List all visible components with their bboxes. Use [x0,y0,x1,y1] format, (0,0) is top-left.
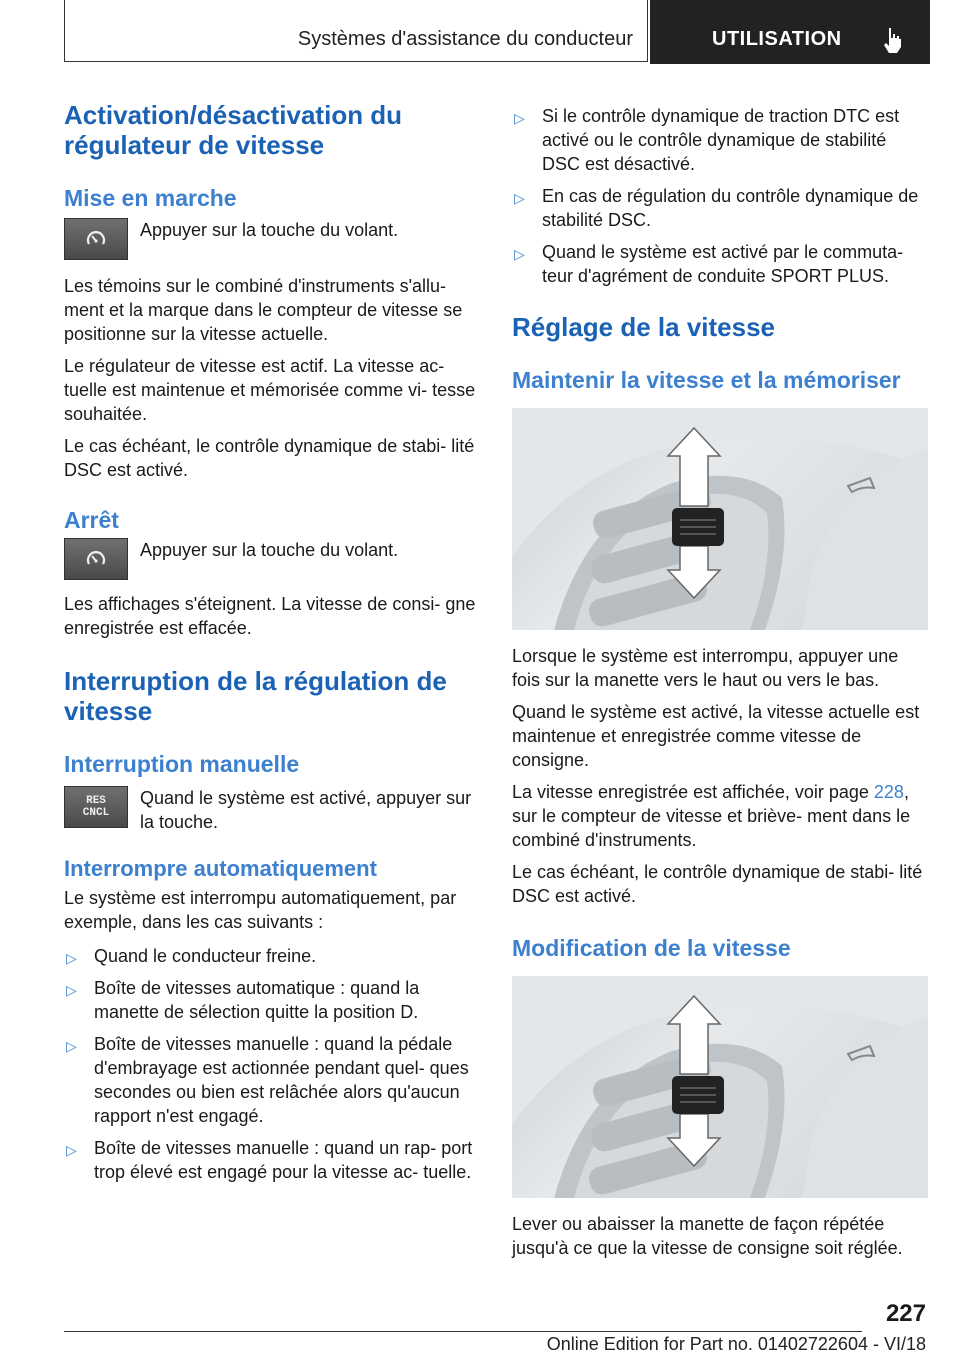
list-item: ▷ En cas de régulation du contrôle dynamique de stabilité DSC. [514,186,919,230]
steering-wheel-photo-1 [512,408,928,630]
triangle-bullet-icon: ▷ [66,1142,77,1158]
triangle-bullet-icon: ▷ [66,950,77,966]
triangle-bullet-icon: ▷ [66,982,77,998]
cruise-control-button-image [64,538,128,580]
heading-reglage: Réglage de la vitesse [512,312,776,342]
mise-paragraph-1: Les témoins sur le combiné d'instruments s'allu- ment et la marque dans le compteur de vitesse se positionne sur la vitesse actuelle. [64,276,463,344]
list-item: ▷ Si le contrôle dynamique de traction DTC est activé ou le contrôle dynamique de stabilité DSC est désactivé. [514,106,900,174]
triangle-bullet-icon: ▷ [66,1038,77,1054]
maintenir-paragraph-2: Quand le système est activé, la vitesse actuelle est maintenue et enregistrée comme vitesse de consigne. [512,702,920,770]
footer-edition: Online Edition for Part no. 01402722604 - VI/18 [546,1334,926,1354]
heading-interruption-manuelle: Interruption manuelle [64,751,300,777]
triangle-bullet-icon: ▷ [514,246,525,262]
footer-divider [64,1331,862,1332]
res-label: RES [86,795,106,807]
steering-wheel-illustration [512,976,928,1198]
mise-paragraph-2: Le régulateur de vitesse est actif. La vitesse ac- tuelle est maintenue et mémorisée comme vi- tesse souhaitée. [64,356,476,424]
heading-arret: Arrêt [64,507,119,533]
heading-maintenir: Maintenir la vitesse et la mémoriser [512,367,901,393]
hand-pointer-icon [880,26,904,54]
chapter-tab [650,0,930,64]
right-column [512,100,928,1260]
triangle-bullet-icon: ▷ [514,190,525,206]
cruise-control-icon [83,228,109,250]
maintenir-paragraph-3: La vitesse enregistrée est affichée, voir page 228, sur le compteur de vitesse et briève- ment dans le combiné d'instruments. [512,782,911,850]
list-item: ▷ Quand le conducteur freine. [64,944,480,968]
cncl-label: CNCL [82,807,110,819]
page-header [64,0,930,64]
triangle-bullet-icon: ▷ [514,110,525,126]
chapter-label: UTILISATION [712,28,842,50]
cruise-button-row [64,218,480,268]
mise-button-text: Appuyer sur la touche du volant. [140,220,399,240]
heading-modification: Modification de la vitesse [512,935,791,961]
list-item: ▷ Boîte de vitesses automatique : quand la manette de sélection quitte la position D. [66,978,420,1022]
steering-wheel-illustration [512,408,928,630]
maintenir-paragraph-4: Le cas échéant, le contrôle dynamique de stabi- lité DSC est activé. [512,862,923,906]
steering-wheel-photo-2 [512,976,928,1198]
list-item: ▷ Boîte de vitesses manuelle : quand un rap- port trop élevé est engagé pour la vitesse ac- tuelle. [66,1138,473,1182]
heading-activation: Activation/désactivation du régulateur de vitesse [64,100,403,160]
auto-paragraph-1: Le système est interrompu automatiquement, par exemple, dans les cas suivants : [64,888,457,932]
section-title: Systèmes d'assistance du conducteur [297,28,633,50]
mise-paragraph-3: Le cas échéant, le contrôle dynamique de stabi- lité DSC est activé. [64,436,475,480]
res-cncl-button-image [64,786,128,828]
list-item: ▷ Boîte de vitesses manuelle : quand la pédale d'embrayage est actionnée pendant quel- ques secondes ou bien est relâchée alors qu'aucun rapport n'est engagé. [66,1034,469,1126]
heading-mise-en-marche: Mise en marche [64,185,237,211]
manuelle-button-text: Quand le système est activé, appuyer sur la touche. [140,788,472,832]
list-item: ▷ Quand le système est activé par le commuta- teur d'agrément de conduite SPORT PLUS. [514,242,904,286]
auto-list [64,944,480,1184]
section-box [64,0,648,62]
maintenir-paragraph-1: Lorsque le système est interrompu, appuyer une fois sur la manette vers le haut ou vers le bas. [512,646,899,690]
modif-paragraph-1: Lever ou abaisser la manette de façon répétée jusqu'à ce que la vitesse de consigne soit réglée. [512,1214,903,1258]
arret-button-text: Appuyer sur la touche du volant. [140,540,399,560]
cruise-control-icon [83,548,109,570]
page-link-228[interactable]: 228 [873,782,904,802]
cruise-control-button-image [64,218,128,260]
res-cncl-button-row [64,786,480,836]
heading-interruption: Interruption de la régulation de vitesse [64,666,447,726]
arret-button-row [64,538,480,588]
heading-interrompre-auto: Interrompre automatiquement [64,856,377,881]
arret-paragraph-1: Les affichages s'éteignent. La vitesse de consi- gne enregistrée est effacée. [64,594,476,638]
continued-list [512,104,928,288]
page-number: 227 [885,1300,926,1327]
left-column [64,100,480,1192]
